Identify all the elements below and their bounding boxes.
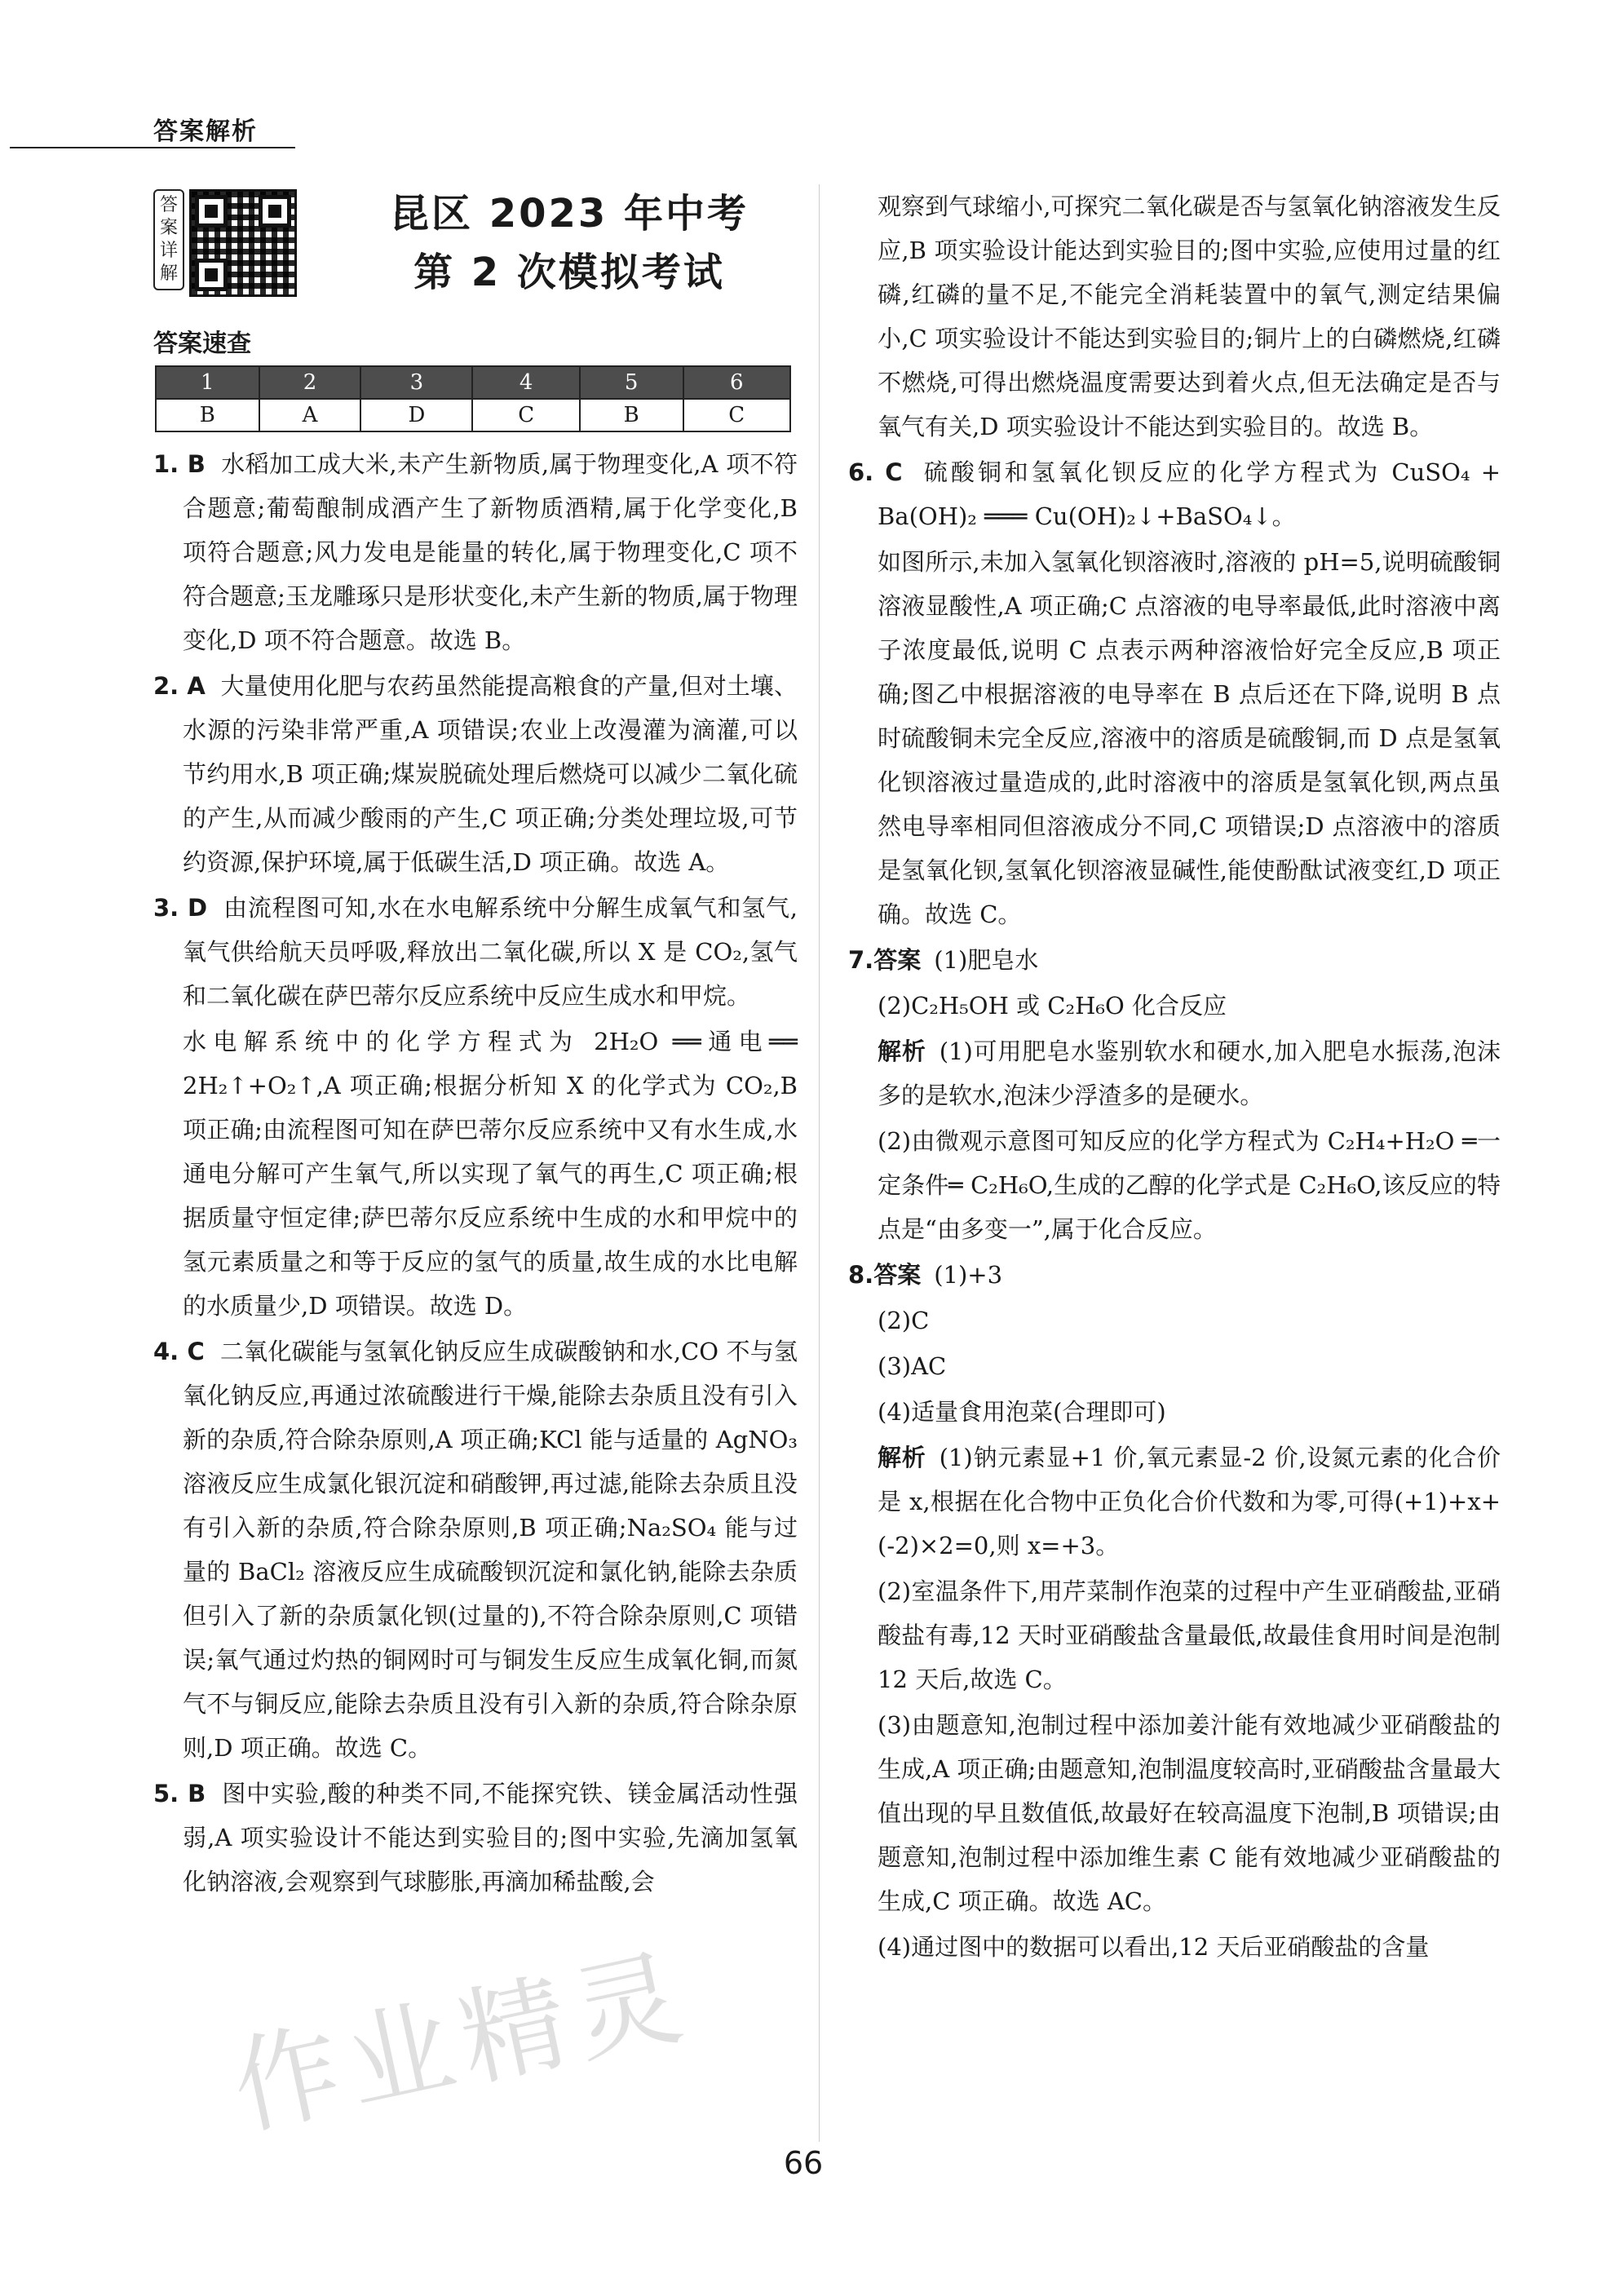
question-number-label: 7. <box>848 946 874 974</box>
question-4 <box>153 1329 798 1770</box>
watermark: 作业精灵 <box>222 1933 701 2152</box>
qr-label: 答案详解 <box>153 189 184 290</box>
analysis-text: (1)钠元素显+1 价,氧元素显-2 价,设氮元素的化合价是 x,根据在化合物中正负化合价代数和为零,可得(+1)+x+(-2)×2=0,则 x=+3。 <box>878 1444 1501 1559</box>
answer-text: (4)适量食用泡菜(合理即可) <box>878 1398 1166 1426</box>
answer-label: 答案 <box>873 1261 922 1289</box>
explanation-text: 水稻加工成大米,未产生新物质,属于物理变化,A 项不符合题意;葡萄酿制成酒产生了新物质酒精,属于化学变化,B 项符合题意;风力发电是能量的转化,属于物理变化,C 项不符合题意;玉龙雕琢只是形状变化,未产生新的物质,属于物理变化,D 项不符合题意。故选 B。 <box>183 450 798 654</box>
qr-finder-icon <box>195 259 228 291</box>
page-title <box>333 184 806 302</box>
explanation-text: 大量使用化肥与农药虽然能提高粮食的产量,但对土壤、水源的污染非常严重,A 项错误;农业上改漫灌为滴灌,可以节约用水,B 项正确;煤炭脱硫处理后燃烧可以减少二氧化硫的产生,从而减少酸雨的产生,C 项正确;分类处理垃圾,可节约资源,保护环境,属于低碳生活,D 项正确。故选 A。 <box>183 672 798 876</box>
question-number: 6 <box>683 366 790 399</box>
analysis-text: (3)由题意知,泡制过程中添加姜汁能有效地减少亚硝酸盐的生成,A 项正确;由题意知,泡制温度较高时,亚硝酸盐含量最大值出现的早且数值低,故最好在较高温度下泡制,B 项错误;由题意知,泡制过程中添加维生素 C 能有效地减少亚硝酸盐的生成,C 项正确。故选 AC。 <box>878 1711 1501 1915</box>
analysis-text: (4)通过图中的数据可以看出,12 天后亚硝酸盐的含量 <box>878 1933 1430 1961</box>
analysis-text: (1)可用肥皂水鉴别软水和硬水,加入肥皂水振荡,泡沫多的是软水,泡沫少浮渣多的是硬水。 <box>878 1037 1501 1109</box>
question-1 <box>153 442 798 662</box>
title-line-1: 昆区 2023 年中考 <box>389 191 749 237</box>
question-number-label: 1. B <box>153 450 206 478</box>
explanation-text: 由流程图可知,水在水电解系统中分解生成氧气和氢气,氧气供给航天员呼吸,释放出二氧化碳,所以 X 是 CO₂,氢气和二氧化碳在萨巴蒂尔反应系统中反应生成水和甲烷。 <box>183 894 798 1010</box>
explanation-text: 图中实验,酸的种类不同,不能探究铁、镁金属活动性强弱,A 项实验设计不能达到实验目的;图中实验,先滴加氢氧化钠溶液,会观察到气球膨胀,再滴加稀盐酸,会 <box>183 1780 798 1896</box>
answer-text: (1)肥皂水 <box>934 946 1039 974</box>
question-number-label: 6. C <box>848 458 903 486</box>
header-rule <box>10 147 295 148</box>
question-number: 2 <box>259 366 361 399</box>
qr-code-icon[interactable] <box>189 189 297 297</box>
question-6-continued: 如图所示,未加入氢氧化钡溶液时,溶液的 pH=5,说明硫酸铜溶液显酸性,A 项正确;C 点溶液的电导率最低,此时溶液中离子浓度最低,说明 C 点表示两种溶液恰好完全反应,B 项正确;图乙中根据溶液的电导率在 B 点后还在下降,说明 B 点时硫酸铜未完全反应,溶液中的溶质是硫酸铜,而 D 点是氢氧化钡溶液过量造成的,此时溶液中的溶质是氢氧化钡,两点虽然电导率相同但溶液成分不同,C 项错误;D 点溶液中的溶质是氢氧化钡,氢氧化钡溶液显碱性,能使酚酞试液变红,D 项正确。故选 C。 <box>878 548 1501 928</box>
answer-text: (2)C₂H₅OH 或 C₂H₆O 化合反应 <box>878 992 1227 1020</box>
answer-cell: D <box>360 399 472 431</box>
question-8 <box>848 1253 1501 1297</box>
analysis-label: 解析 <box>878 1444 926 1471</box>
left-column <box>153 442 798 1905</box>
answer-text: (1)+3 <box>934 1261 1003 1289</box>
question-3 <box>153 886 798 1018</box>
question-number: 5 <box>580 366 683 399</box>
analysis-label: 解析 <box>878 1037 926 1065</box>
explanation-text: 硫酸铜和氢氧化钡反应的化学方程式为 CuSO₄ + Ba(OH)₂ ═══ Cu(OH)₂↓+BaSO₄↓。 <box>878 458 1501 530</box>
answer-cell: C <box>683 399 790 431</box>
question-number-label: 4. C <box>153 1338 205 1365</box>
answer-text: (2)C <box>878 1307 930 1334</box>
answer-cell: B <box>156 399 259 431</box>
question-5-continued: 观察到气球缩小,可探究二氧化碳是否与氢氧化钠溶液发生反应,B 项实验设计能达到实验目的;图中实验,应使用过量的红磷,红磷的量不足,不能完全消耗装置中的氧气,测定结果偏小,C 项实验设计不能达到实验目的;铜片上的白磷燃烧,红磷不燃烧,可得出燃烧温度需要达到着火点,但无法确定是否与氧气有关,D 项实验设计不能达到实验目的。故选 B。 <box>878 192 1501 440</box>
analysis <box>848 1029 1501 1117</box>
answer-cell: B <box>580 399 683 431</box>
question-number: 3 <box>360 366 472 399</box>
answer-cell: A <box>259 399 361 431</box>
answer-table-row <box>156 399 790 431</box>
right-column <box>848 184 1501 1971</box>
question-number: 1 <box>156 366 259 399</box>
analysis-text: (2)室温条件下,用芹菜制作泡菜的过程中产生亚硝酸盐,亚硝酸盐有毒,12 天时亚硝酸盐含量最低,故最佳食用时间是泡制 12 天后,故选 C。 <box>878 1577 1501 1693</box>
title-line-2: 第 2 次模拟考试 <box>413 250 725 295</box>
analysis-text: (2)由微观示意图可知反应的化学方程式为 C₂H₄+H₂O ═一定条件═ C₂H₆O,生成的乙醇的化学式是 C₂H₆O,该反应的特点是“由多变一”,属于化合反应。 <box>878 1127 1501 1243</box>
answer-text: (3)AC <box>878 1352 947 1380</box>
qr-finder-icon <box>195 195 228 228</box>
question-7 <box>848 938 1501 982</box>
question-number-label: 8. <box>848 1261 874 1289</box>
column-divider <box>819 184 820 2142</box>
question-number-label: 3. D <box>153 894 208 922</box>
question-number-label: 2. A <box>153 672 206 700</box>
question-5 <box>153 1772 798 1904</box>
page-number: 66 <box>783 2145 824 2181</box>
answer-label: 答案 <box>873 946 922 974</box>
question-number: 4 <box>472 366 579 399</box>
question-6 <box>848 450 1501 538</box>
answer-cell: C <box>472 399 579 431</box>
answer-table <box>155 365 791 432</box>
analysis <box>848 1436 1501 1568</box>
question-3-continued: 水电解系统中的化学方程式为 2H₂O ══通电══ 2H₂↑+O₂↑,A 项正确;根据分析知 X 的化学式为 CO₂,B 项正确;由流程图可知在萨巴蒂尔反应系统中又有水生成,水通电分解可产生氧气,所以实现了氧气的再生,C 项正确;根据质量守恒定律;萨巴蒂尔反应系统中生成的水和甲烷中的氢元素质量之和等于反应的氢气的质量,故生成的水比电解的水质量少,D 项错误。故选 D。 <box>183 1028 798 1320</box>
answer-table-header-row <box>156 366 790 399</box>
title-block <box>153 184 806 299</box>
question-number-label: 5. B <box>153 1780 206 1807</box>
quick-check-label: 答案速查 <box>153 330 251 358</box>
explanation-text: 二氧化碳能与氢氧化钠反应生成碳酸钠和水,CO 不与氢氧化钠反应,再通过浓硫酸进行干燥,能除去杂质且没有引入新的杂质,符合除杂原则,A 项正确;KCl 能与适量的 AgNO₃ 溶液反应生成氯化银沉淀和硝酸钾,再过滤,能除去杂质且没有引入新的杂质,符合除杂原则,B 项正确;Na₂SO₄ 能与过量的 BaCl₂ 溶液反应生成硫酸钡沉淀和氯化钠,能除去杂质但引入了新的杂质氯化钡(过量的),不符合除杂原则,C 项错误;氧气通过灼热的铜网时可与铜发生反应生成氧化铜,而氮气不与铜反应,能除去杂质且没有引入新的杂质,符合除杂原则,D 项正确。故选 C。 <box>183 1338 798 1762</box>
section-header: 答案解析 <box>153 117 258 146</box>
qr-finder-icon <box>259 195 291 228</box>
question-2 <box>153 664 798 884</box>
